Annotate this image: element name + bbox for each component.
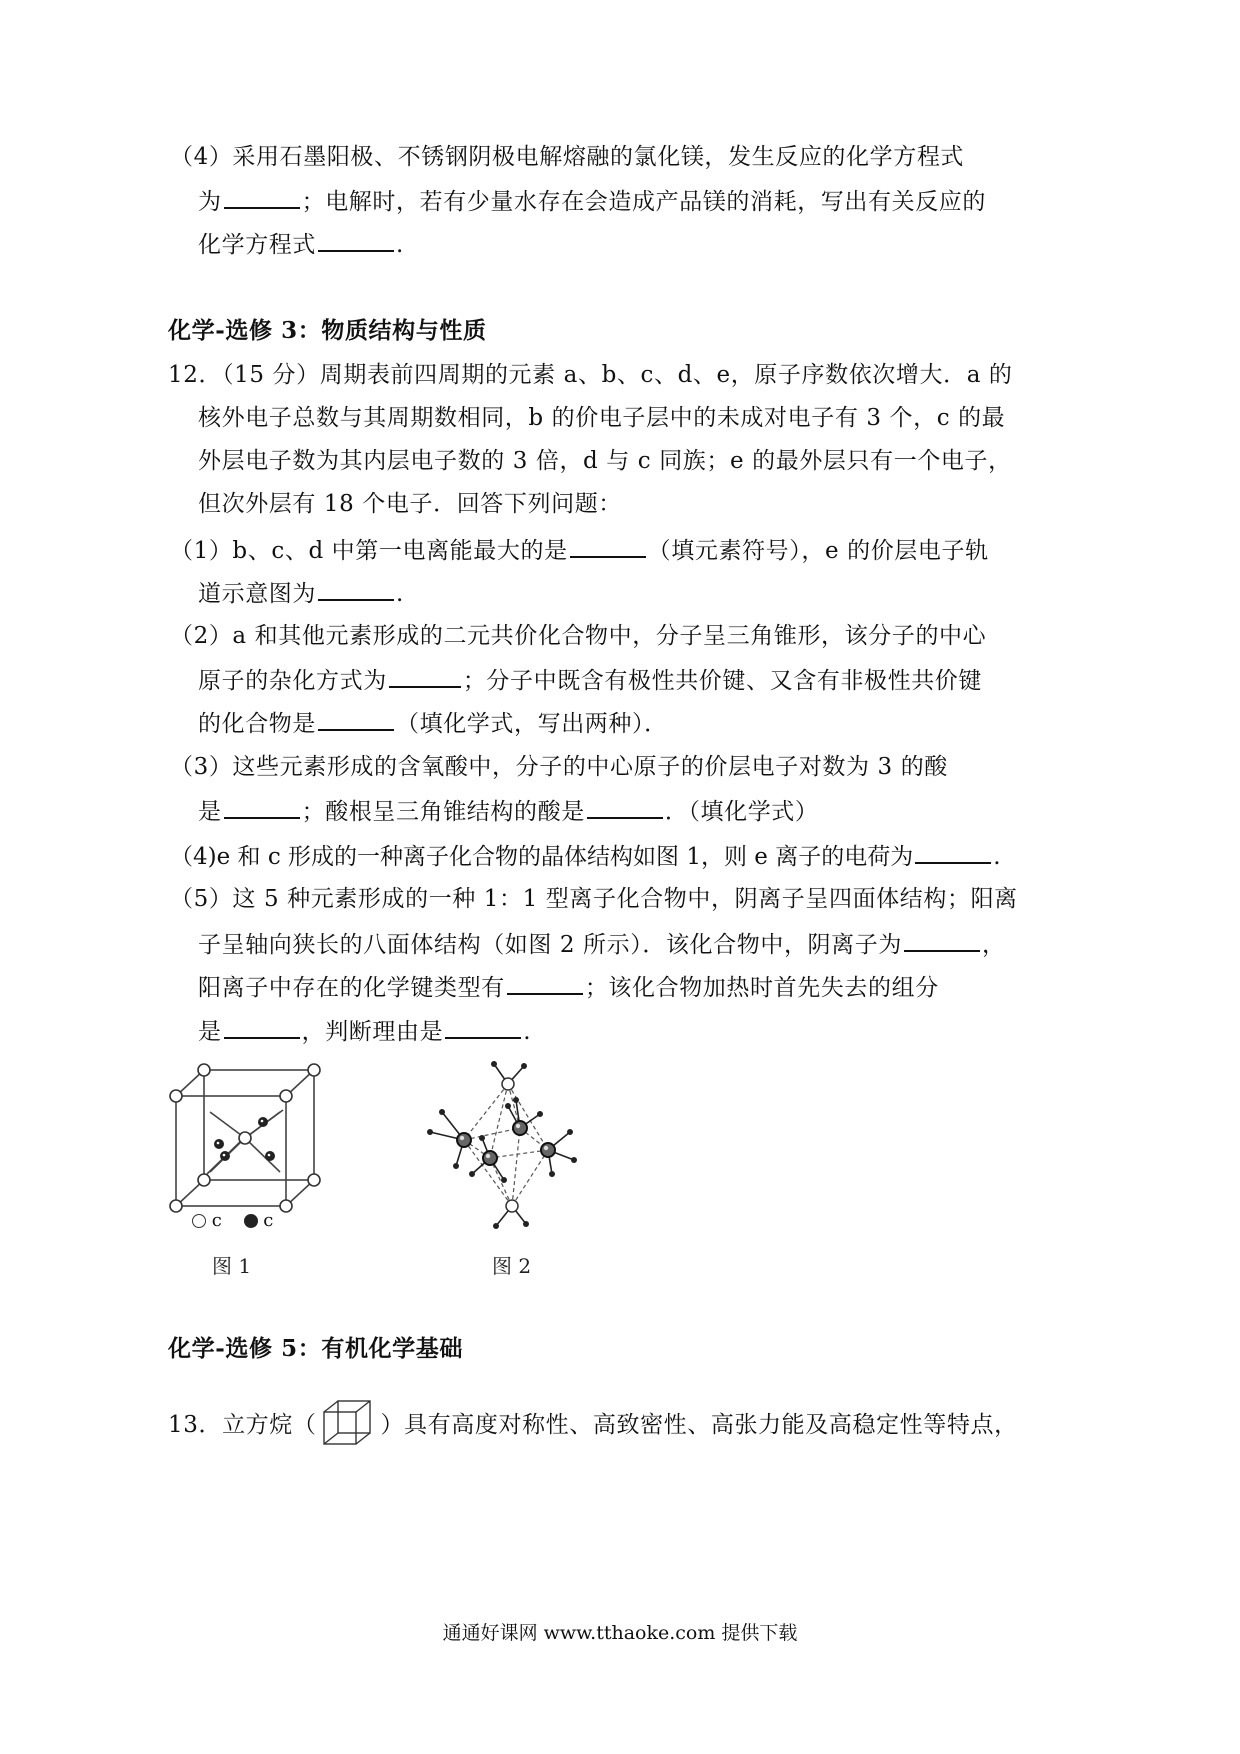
filled-circle-icon — [244, 1214, 258, 1228]
answer-blank[interactable] — [587, 795, 663, 819]
q11-part4-line3: 化学方程式 . — [198, 228, 404, 260]
q12-part1-line1: （1）b、c、d 中第一电离能最大的是 （填元素符号），e 的价层电子轨 — [170, 534, 989, 566]
answer-blank[interactable] — [570, 534, 646, 558]
q11-part4-line1: （4）采用石墨阳极、不锈钢阴极电解熔融的氯化镁，发生反应的化学方程式 — [170, 144, 965, 170]
page-footer: 通通好课网 www.tthaoke.com 提供下载 — [442, 1622, 798, 1644]
answer-blank[interactable] — [318, 707, 394, 731]
q13-line1: 13．立方烷（ ）具有高度对称性、高致密性、高张力能及高稳定性等特点， — [168, 1398, 1018, 1448]
q12-part2-line3: 的化合物是 （填化学式，写出两种）． — [198, 707, 668, 739]
q12-part1-line2: 道示意图为 . — [198, 577, 404, 609]
answer-blank[interactable] — [904, 928, 980, 952]
q12-part5-line1: （5）这 5 种元素形成的一种 1：1 型离子化合物中，阴离子呈四面体结构；阳离 — [170, 886, 1018, 912]
q12-part5-line2: 子呈轴向狭长的八面体结构（如图 2 所示）．该化合物中，阴离子为 ， — [198, 928, 1006, 960]
figure-1-caption: 图 1 — [212, 1254, 252, 1278]
section-5-title: 化学-选修 5：有机化学基础 — [168, 1335, 463, 1362]
answer-blank[interactable] — [915, 840, 991, 864]
figure-1-legend: c c — [192, 1210, 273, 1231]
q12-part3-line1: （3）这些元素形成的含氧酸中，分子的中心原子的价层电子对数为 3 的酸 — [170, 754, 948, 780]
open-circle-icon — [192, 1214, 206, 1228]
q11-part4-line2: 为 ；电解时，若有少量水存在会造成产品镁的消耗，写出有关反应的 — [198, 185, 986, 217]
answer-blank[interactable] — [507, 971, 583, 995]
answer-blank[interactable] — [389, 664, 461, 688]
cubane-structure-icon — [320, 1398, 376, 1448]
q12-part5-line3: 阳离子中存在的化学键类型有 ；该化合物加热时首先失去的组分 — [198, 971, 939, 1003]
q12-part3-line2: 是 ；酸根呈三角锥结构的酸是 ．（填化学式） — [198, 795, 819, 827]
answer-blank[interactable] — [224, 1015, 300, 1039]
answer-blank[interactable] — [318, 577, 394, 601]
answer-blank[interactable] — [224, 795, 300, 819]
q12-part5-line4: 是 ，判断理由是 . — [198, 1015, 531, 1047]
answer-blank[interactable] — [224, 185, 300, 209]
q12-part4: （4)e 和 c 形成的一种离子化合物的晶体结构如图 1，则 e 离子的电荷为 . — [170, 840, 1001, 872]
q12-part2-line2: 原子的杂化方式为 ；分子中既含有极性共价键、又含有非极性共价键 — [198, 664, 982, 696]
q12-stem-line1: 12．（15 分）周期表前四周期的元素 a、b、c、d、e，原子序数依次增大．a 的 — [168, 362, 1013, 388]
q12-stem-line4: 但次外层有 18 个电子．回答下列问题： — [198, 491, 622, 517]
q12-stem-line3: 外层电子数为其内层电子数的 3 倍，d 与 c 同族；e 的最外层只有一个电子， — [198, 448, 1012, 474]
figure-2-caption: 图 2 — [492, 1254, 532, 1278]
answer-blank[interactable] — [445, 1015, 521, 1039]
q12-part2-line1: （2）a 和其他元素形成的二元共价化合物中，分子呈三角锥形，该分子的中心 — [170, 623, 987, 649]
figure-2-octahedral-structure — [412, 1056, 582, 1236]
section-3-title: 化学-选修 3：物质结构与性质 — [168, 317, 487, 344]
answer-blank[interactable] — [318, 228, 394, 252]
q12-stem-line2: 核外电子总数与其周期数相同，b 的价电子层中的未成对电子有 3 个，c 的最 — [198, 405, 1006, 431]
